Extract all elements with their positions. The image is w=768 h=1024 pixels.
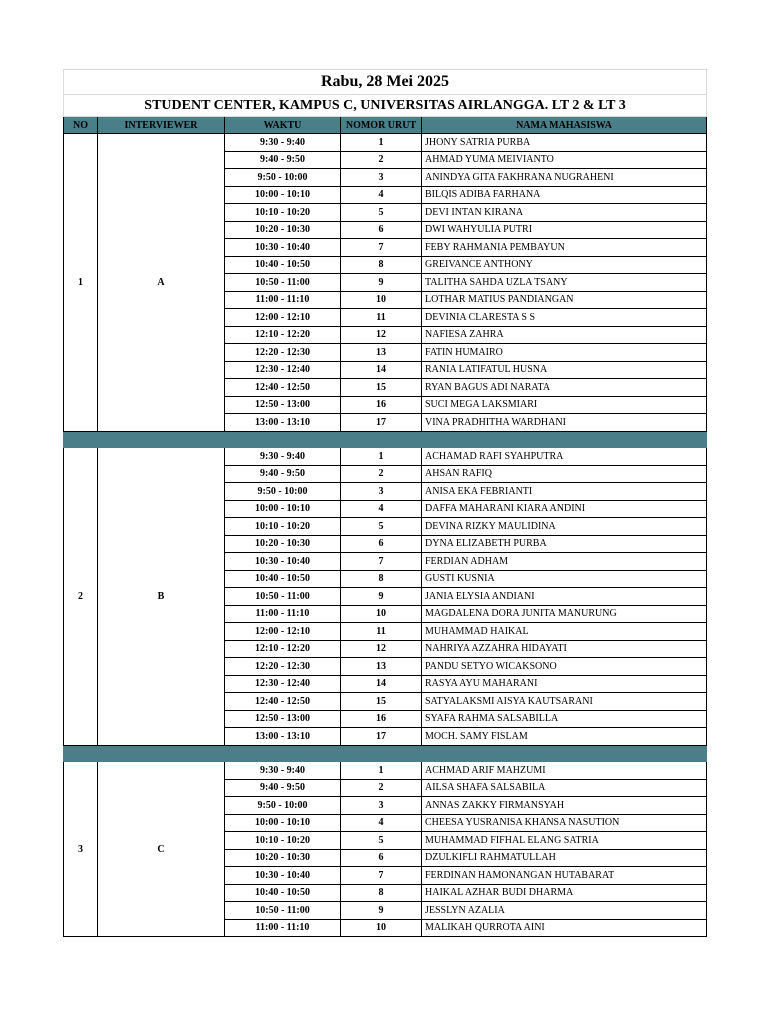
- waktu-cell: 10:30 - 10:40: [225, 867, 341, 885]
- header-waktu: WAKTU: [225, 117, 341, 134]
- waktu-cell: 10:50 - 11:00: [225, 274, 341, 292]
- waktu-cell: 10:40 - 10:50: [225, 884, 341, 902]
- interviewer-cell: A: [98, 134, 225, 432]
- waktu-cell: 10:50 - 11:00: [225, 902, 341, 920]
- nomor-urut-cell: 11: [341, 309, 422, 327]
- separator-bar: [64, 431, 707, 448]
- nama-mahasiswa-cell: TALITHA SAHDA UZLA TSANY: [422, 274, 707, 292]
- nomor-urut-cell: 4: [341, 186, 422, 204]
- waktu-cell: 10:10 - 10:20: [225, 518, 341, 536]
- nomor-urut-cell: 1: [341, 134, 422, 152]
- waktu-cell: 12:10 - 12:20: [225, 326, 341, 344]
- waktu-cell: 13:00 - 13:10: [225, 728, 341, 746]
- group-separator: [64, 431, 707, 448]
- nomor-urut-cell: 16: [341, 710, 422, 728]
- group-number: 2: [64, 448, 98, 746]
- nama-mahasiswa-cell: MAGDALENA DORA JUNITA MANURUNG: [422, 605, 707, 623]
- waktu-cell: 9:30 - 9:40: [225, 448, 341, 466]
- nomor-urut-cell: 6: [341, 849, 422, 867]
- nama-mahasiswa-cell: DEVINA RIZKY MAULIDINA: [422, 518, 707, 536]
- nama-mahasiswa-cell: MOCH. SAMY FISLAM: [422, 728, 707, 746]
- nama-mahasiswa-cell: FERDINAN HAMONANGAN HUTABARAT: [422, 867, 707, 885]
- nomor-urut-cell: 6: [341, 535, 422, 553]
- nama-mahasiswa-cell: AILSA SHAFA SALSABILA: [422, 779, 707, 797]
- group-separator: [64, 745, 707, 762]
- nomor-urut-cell: 12: [341, 640, 422, 658]
- table-row: [64, 448, 707, 466]
- waktu-cell: 12:30 - 12:40: [225, 361, 341, 379]
- waktu-cell: 12:00 - 12:10: [225, 623, 341, 641]
- nomor-urut-cell: 1: [341, 762, 422, 780]
- nomor-urut-cell: 7: [341, 553, 422, 571]
- nomor-urut-cell: 17: [341, 728, 422, 746]
- nomor-urut-cell: 15: [341, 693, 422, 711]
- waktu-cell: 10:20 - 10:30: [225, 535, 341, 553]
- nama-mahasiswa-cell: DYNA ELIZABETH PURBA: [422, 535, 707, 553]
- waktu-cell: 10:20 - 10:30: [225, 221, 341, 239]
- waktu-cell: 10:00 - 10:10: [225, 814, 341, 832]
- nomor-urut-cell: 14: [341, 361, 422, 379]
- nomor-urut-cell: 14: [341, 675, 422, 693]
- nama-mahasiswa-cell: ACHAMAD RAFI SYAHPUTRA: [422, 448, 707, 466]
- waktu-cell: 12:40 - 12:50: [225, 693, 341, 711]
- nama-mahasiswa-cell: JHONY SATRIA PURBA: [422, 134, 707, 152]
- header-interviewer: INTERVIEWER: [98, 117, 225, 134]
- nama-mahasiswa-cell: AHSAN RAFIQ: [422, 465, 707, 483]
- nomor-urut-cell: 10: [341, 919, 422, 937]
- nomor-urut-cell: 1: [341, 448, 422, 466]
- waktu-cell: 10:40 - 10:50: [225, 570, 341, 588]
- waktu-cell: 10:00 - 10:10: [225, 186, 341, 204]
- nama-mahasiswa-cell: ANISA EKA FEBRIANTI: [422, 483, 707, 501]
- nomor-urut-cell: 15: [341, 379, 422, 397]
- waktu-cell: 9:40 - 9:50: [225, 151, 341, 169]
- nomor-urut-cell: 5: [341, 204, 422, 222]
- nama-mahasiswa-cell: ANNAS ZAKKY FIRMANSYAH: [422, 797, 707, 815]
- nomor-urut-cell: 16: [341, 396, 422, 414]
- nama-mahasiswa-cell: RANIA LATIFATUL HUSNA: [422, 361, 707, 379]
- group-number: 1: [64, 134, 98, 432]
- nomor-urut-cell: 5: [341, 518, 422, 536]
- header-nama-mahasiswa: NAMA MAHASISWA: [422, 117, 707, 134]
- nama-mahasiswa-cell: DWI WAHYULIA PUTRI: [422, 221, 707, 239]
- nomor-urut-cell: 10: [341, 605, 422, 623]
- waktu-cell: 11:00 - 11:10: [225, 919, 341, 937]
- nomor-urut-cell: 8: [341, 570, 422, 588]
- nama-mahasiswa-cell: CHEESA YUSRANISA KHANSA NASUTION: [422, 814, 707, 832]
- group-number: 3: [64, 762, 98, 937]
- waktu-cell: 9:30 - 9:40: [225, 134, 341, 152]
- nama-mahasiswa-cell: DZULKIFLI RAHMATULLAH: [422, 849, 707, 867]
- nama-mahasiswa-cell: AHMAD YUMA MEIVIANTO: [422, 151, 707, 169]
- waktu-cell: 10:00 - 10:10: [225, 500, 341, 518]
- nomor-urut-cell: 13: [341, 658, 422, 676]
- nama-mahasiswa-cell: NAHRIYA AZZAHRA HIDAYATI: [422, 640, 707, 658]
- nomor-urut-cell: 3: [341, 169, 422, 187]
- waktu-cell: 9:30 - 9:40: [225, 762, 341, 780]
- waktu-cell: 10:10 - 10:20: [225, 204, 341, 222]
- nama-mahasiswa-cell: RASYA AYU MAHARANI: [422, 675, 707, 693]
- waktu-cell: 12:00 - 12:10: [225, 309, 341, 327]
- nomor-urut-cell: 7: [341, 867, 422, 885]
- waktu-cell: 12:20 - 12:30: [225, 344, 341, 362]
- header-no: NO: [64, 117, 98, 134]
- schedule-body: [64, 70, 707, 937]
- nomor-urut-cell: 11: [341, 623, 422, 641]
- nama-mahasiswa-cell: GREIVANCE ANTHONY: [422, 256, 707, 274]
- waktu-cell: 12:50 - 13:00: [225, 710, 341, 728]
- waktu-cell: 9:50 - 10:00: [225, 169, 341, 187]
- waktu-cell: 11:00 - 11:10: [225, 605, 341, 623]
- nama-mahasiswa-cell: GUSTI KUSNIA: [422, 570, 707, 588]
- nomor-urut-cell: 12: [341, 326, 422, 344]
- nama-mahasiswa-cell: SYAFA RAHMA SALSABILLA: [422, 710, 707, 728]
- nama-mahasiswa-cell: DEVI INTAN KIRANA: [422, 204, 707, 222]
- waktu-cell: 12:40 - 12:50: [225, 379, 341, 397]
- table-row: [64, 134, 707, 152]
- nomor-urut-cell: 2: [341, 779, 422, 797]
- nama-mahasiswa-cell: VINA PRADHITHA WARDHANI: [422, 414, 707, 432]
- nomor-urut-cell: 9: [341, 902, 422, 920]
- waktu-cell: 10:40 - 10:50: [225, 256, 341, 274]
- page-title: Rabu, 28 Mei 2025: [64, 70, 707, 95]
- nomor-urut-cell: 6: [341, 221, 422, 239]
- nama-mahasiswa-cell: PANDU SETYO WICAKSONO: [422, 658, 707, 676]
- nomor-urut-cell: 3: [341, 483, 422, 501]
- nomor-urut-cell: 5: [341, 832, 422, 850]
- subtitle-row: [64, 95, 707, 117]
- waktu-cell: 11:00 - 11:10: [225, 291, 341, 309]
- title-row: [64, 70, 707, 95]
- waktu-cell: 10:10 - 10:20: [225, 832, 341, 850]
- nama-mahasiswa-cell: JESSLYN AZALIA: [422, 902, 707, 920]
- waktu-cell: 9:40 - 9:50: [225, 779, 341, 797]
- waktu-cell: 13:00 - 13:10: [225, 414, 341, 432]
- nama-mahasiswa-cell: MUHAMMAD HAIKAL: [422, 623, 707, 641]
- waktu-cell: 9:50 - 10:00: [225, 483, 341, 501]
- waktu-cell: 9:50 - 10:00: [225, 797, 341, 815]
- waktu-cell: 10:50 - 11:00: [225, 588, 341, 606]
- nomor-urut-cell: 8: [341, 256, 422, 274]
- interviewer-cell: C: [98, 762, 225, 937]
- nama-mahasiswa-cell: BILQIS ADIBA FARHANA: [422, 186, 707, 204]
- nomor-urut-cell: 2: [341, 151, 422, 169]
- separator-bar: [64, 745, 707, 762]
- nama-mahasiswa-cell: LOTHAR MATIUS PANDIANGAN: [422, 291, 707, 309]
- schedule-table: [63, 69, 707, 937]
- nama-mahasiswa-cell: SUCI MEGA LAKSMIARI: [422, 396, 707, 414]
- waktu-cell: 9:40 - 9:50: [225, 465, 341, 483]
- waktu-cell: 10:30 - 10:40: [225, 239, 341, 257]
- nama-mahasiswa-cell: FEBY RAHMANIA PEMBAYUN: [422, 239, 707, 257]
- nama-mahasiswa-cell: FERDIAN ADHAM: [422, 553, 707, 571]
- nomor-urut-cell: 8: [341, 884, 422, 902]
- nama-mahasiswa-cell: NAFIESA ZAHRA: [422, 326, 707, 344]
- nomor-urut-cell: 9: [341, 588, 422, 606]
- waktu-cell: 10:30 - 10:40: [225, 553, 341, 571]
- nama-mahasiswa-cell: MUHAMMAD FIFHAL ELANG SATRIA: [422, 832, 707, 850]
- nomor-urut-cell: 3: [341, 797, 422, 815]
- nomor-urut-cell: 10: [341, 291, 422, 309]
- nama-mahasiswa-cell: SATYALAKSMI AISYA KAUTSARANI: [422, 693, 707, 711]
- location-subtitle: STUDENT CENTER, KAMPUS C, UNIVERSITAS AIRLANGGA. LT 2 & LT 3: [64, 95, 707, 117]
- nomor-urut-cell: 13: [341, 344, 422, 362]
- nomor-urut-cell: 17: [341, 414, 422, 432]
- table-row: [64, 762, 707, 780]
- nomor-urut-cell: 4: [341, 500, 422, 518]
- nama-mahasiswa-cell: DEVINIA CLARESTA S S: [422, 309, 707, 327]
- nomor-urut-cell: 2: [341, 465, 422, 483]
- waktu-cell: 12:50 - 13:00: [225, 396, 341, 414]
- nama-mahasiswa-cell: JANIA ELYSIA ANDIANI: [422, 588, 707, 606]
- waktu-cell: 12:20 - 12:30: [225, 658, 341, 676]
- nama-mahasiswa-cell: RYAN BAGUS ADI NARATA: [422, 379, 707, 397]
- header-row: [64, 117, 707, 134]
- nama-mahasiswa-cell: HAIKAL AZHAR BUDI DHARMA: [422, 884, 707, 902]
- nomor-urut-cell: 7: [341, 239, 422, 257]
- interviewer-cell: B: [98, 448, 225, 746]
- waktu-cell: 12:10 - 12:20: [225, 640, 341, 658]
- header-nomor-urut: NOMOR URUT: [341, 117, 422, 134]
- nama-mahasiswa-cell: FATIN HUMAIRO: [422, 344, 707, 362]
- waktu-cell: 10:20 - 10:30: [225, 849, 341, 867]
- nomor-urut-cell: 9: [341, 274, 422, 292]
- nama-mahasiswa-cell: ACHMAD ARIF MAHZUMI: [422, 762, 707, 780]
- nomor-urut-cell: 4: [341, 814, 422, 832]
- nama-mahasiswa-cell: DAFFA MAHARANI KIARA ANDINI: [422, 500, 707, 518]
- nama-mahasiswa-cell: MALIKAH QURROTA AINI: [422, 919, 707, 937]
- waktu-cell: 12:30 - 12:40: [225, 675, 341, 693]
- nama-mahasiswa-cell: ANINDYA GITA FAKHRANA NUGRAHENI: [422, 169, 707, 187]
